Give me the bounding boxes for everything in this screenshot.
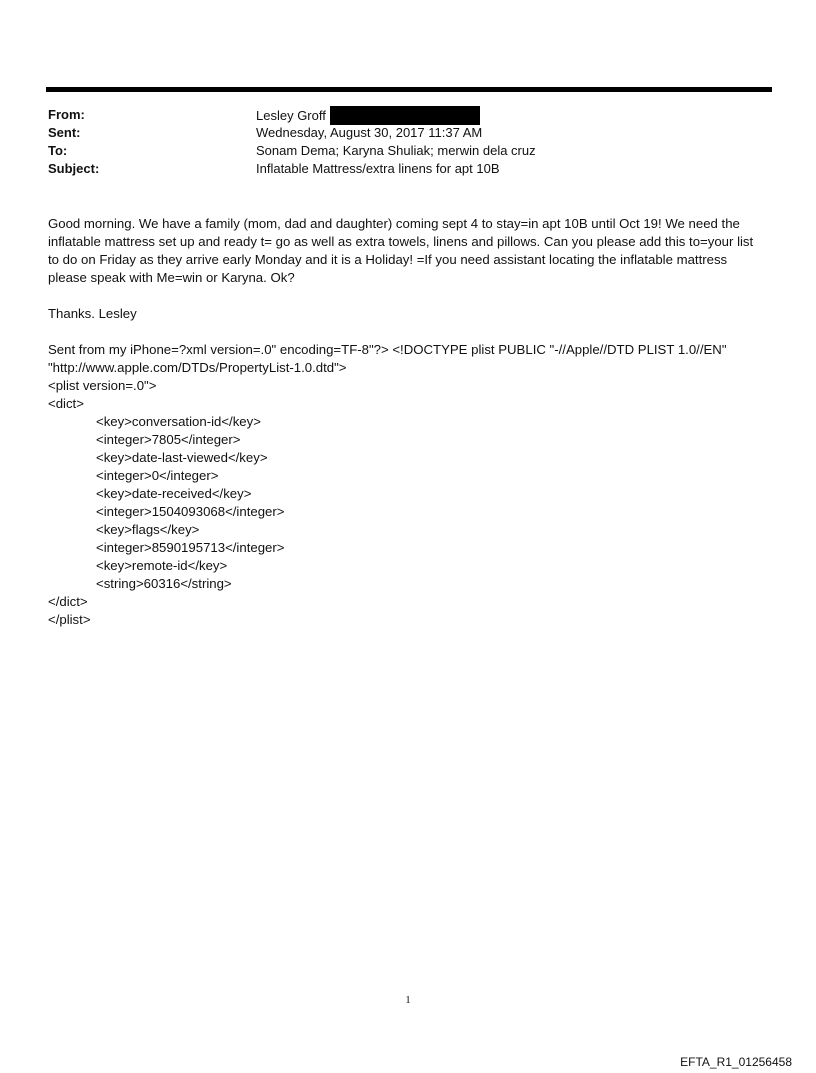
header-rule <box>46 87 772 92</box>
body-line: inflatable mattress set up and ready t= go as well as extra towels, linens and pillows. Can you please add this to=your list <box>48 234 754 249</box>
plist-line: <key>date-received</key> <box>96 486 252 501</box>
plist-line: <key>flags</key> <box>96 522 200 537</box>
body-line: Good morning. We have a family (mom, dad and daughter) coming sept 4 to stay=in apt 10B until Oct 19! We need the <box>48 216 740 231</box>
plist-line: </dict> <box>48 594 88 609</box>
to-value: Sonam Dema; Karyna Shuliak; merwin dela cruz <box>256 143 536 158</box>
email-body <box>48 215 770 629</box>
plist-line: <plist version=.0"> <box>48 378 157 393</box>
plist-line: <integer>8590195713</integer> <box>96 540 285 555</box>
plist-line: <key>date-last-viewed</key> <box>96 450 268 465</box>
subject-label: Subject: <box>48 161 100 176</box>
from-label: From: <box>48 107 85 122</box>
page-number: 1 <box>405 994 411 1006</box>
to-label: To: <box>48 143 68 158</box>
plist-line: <dict> <box>48 396 84 411</box>
from-row <box>48 106 748 124</box>
plist-line: <string>60316</string> <box>96 576 232 591</box>
sent-row <box>48 124 748 142</box>
redaction-box <box>330 106 480 125</box>
from-value-wrap <box>256 106 480 125</box>
from-value: Lesley Groff <box>256 108 326 123</box>
body-line: to do on Friday as they arrive early Monday and it is a Holiday! =If you need assistant locating the inflatable mattress <box>48 252 728 267</box>
to-row <box>48 142 748 160</box>
subject-value: Inflatable Mattress/extra linens for apt 10B <box>256 161 500 176</box>
signoff: Thanks. Lesley <box>48 306 137 321</box>
plist-line: <integer>7805</integer> <box>96 432 241 447</box>
plist-line: <integer>1504093068</integer> <box>96 504 285 519</box>
sent-label: Sent: <box>48 125 81 140</box>
body-line: please speak with Me=win or Karyna. Ok? <box>48 270 295 285</box>
signature-line: Sent from my iPhone=?xml version=.0" encoding=TF-8"?> <!DOCTYPE plist PUBLIC "-//Apple//DTD PLIST 1.0//EN" <box>48 342 727 357</box>
plist-line: <integer>0</integer> <box>96 468 219 483</box>
subject-row <box>48 160 748 178</box>
plist-line: </plist> <box>48 612 91 627</box>
plist-line: <key>conversation-id</key> <box>96 414 261 429</box>
bates-number: EFTA_R1_01256458 <box>680 1055 792 1069</box>
sent-value: Wednesday, August 30, 2017 11:37 AM <box>256 125 483 140</box>
email-header <box>48 106 748 178</box>
plist-line: <key>remote-id</key> <box>96 558 228 573</box>
signature-line: "http://www.apple.com/DTDs/PropertyList-1.0.dtd"> <box>48 360 347 375</box>
